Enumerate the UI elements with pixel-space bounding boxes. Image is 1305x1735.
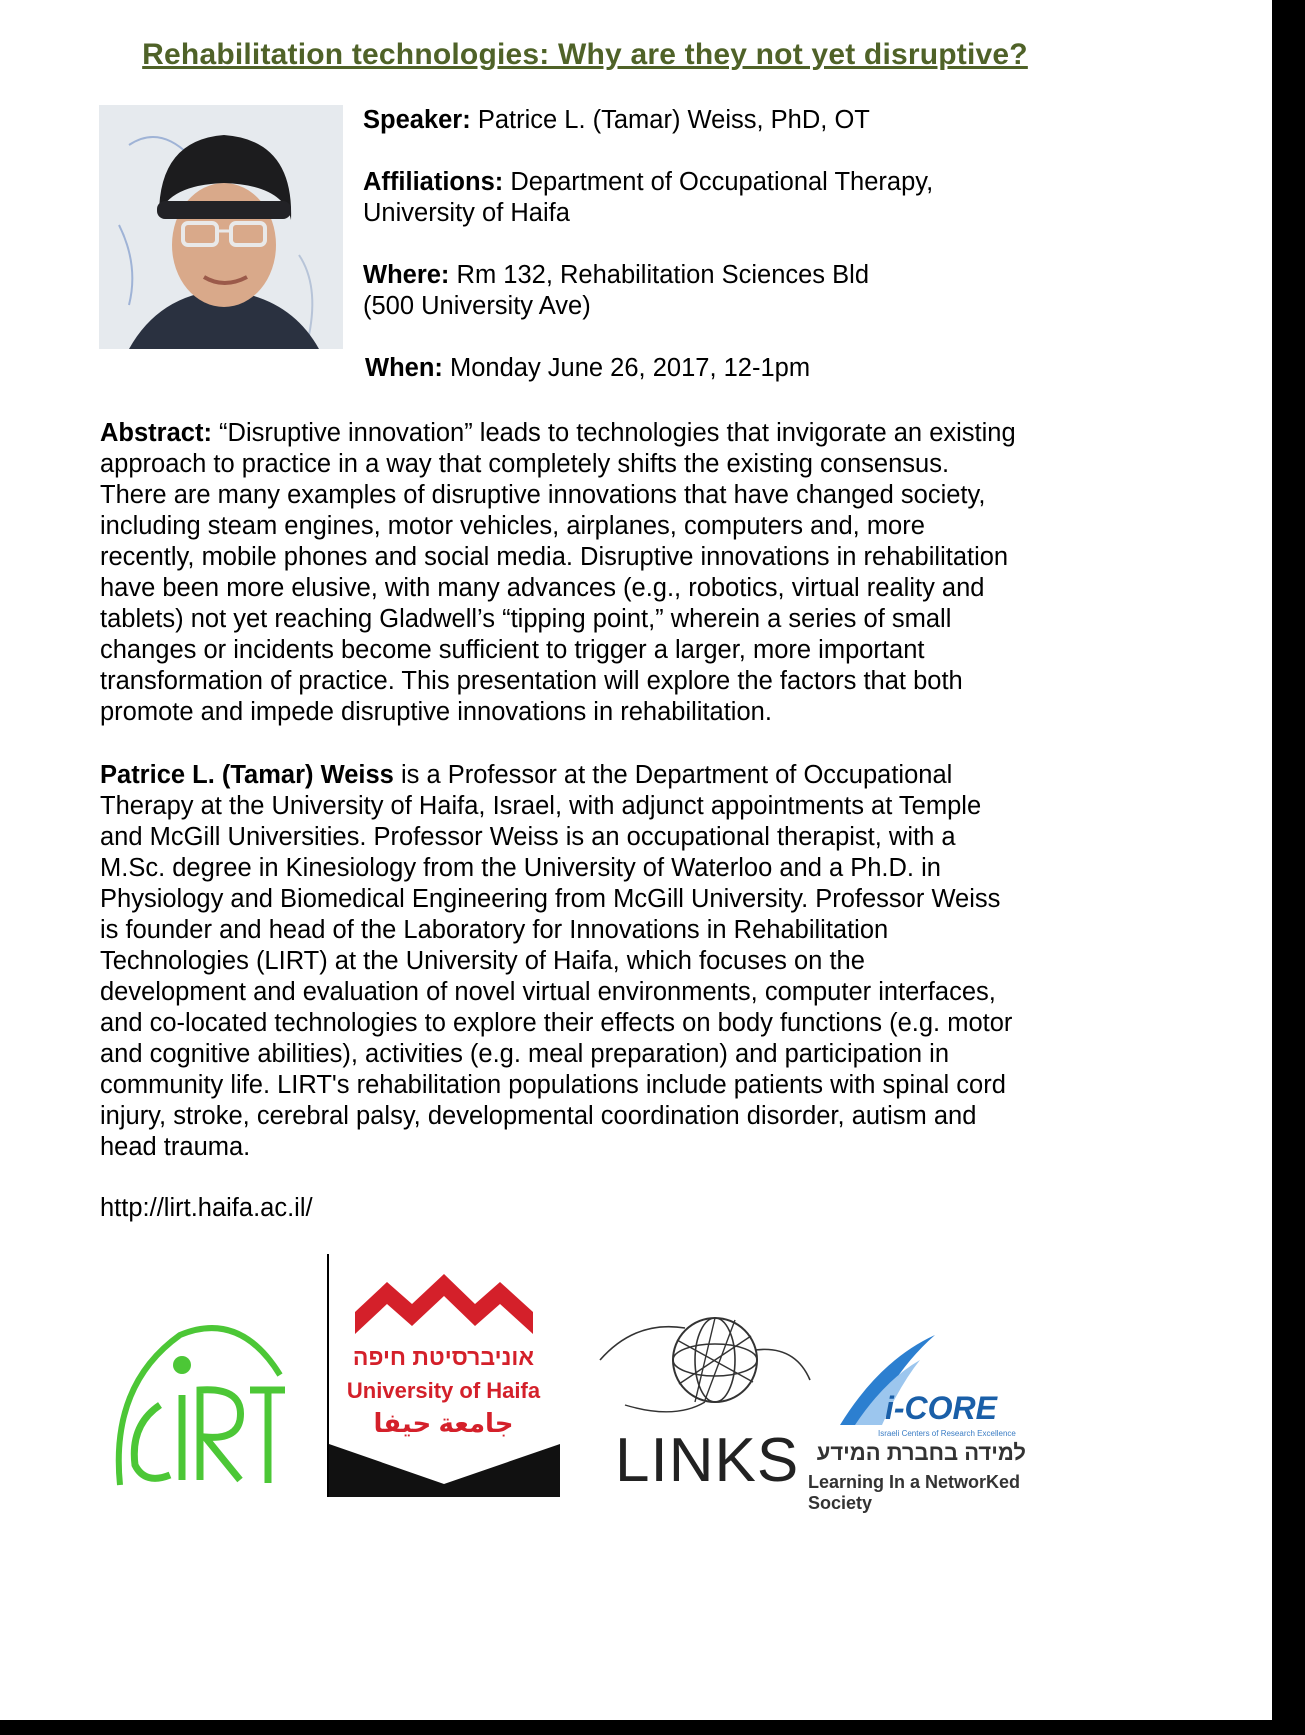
speaker-portrait-image [99,105,343,349]
bio-line: head trauma. [100,1133,251,1161]
lirt-logo [100,1315,290,1490]
abstract-line: have been more elusive, with many advances (e.g., robotics, virtual reality and [100,574,985,602]
i-core-name: i-CORE [885,1390,997,1426]
links-globe-icon [595,1290,815,1430]
bio-name: Patrice L. (Tamar) Weiss [100,761,394,789]
abstract-line: There are many examples of disruptive innovations that have changed society, [100,481,986,509]
i-core-tagline: Israeli Centers of Research Excellence [878,1429,1016,1438]
abstract-line: transformation of practice. This presentation will explore the factors that both [100,667,963,695]
where-line1: Rm 132, Rehabilitation Sciences Bld [456,261,870,289]
when-label: When: [365,354,443,382]
affiliations-line [363,167,933,229]
when-line [365,353,810,384]
speaker-value: Patrice L. (Tamar) Weiss, PhD, OT [477,106,870,134]
bio-line: and co-located technologies to explore their effects on body functions (e.g. motor [100,1009,1013,1037]
where-label: Where: [363,261,450,289]
bio-line: Technologies (LIRT) at the University of Haifa, which focuses on the [100,947,865,975]
haifa-logo-hebrew: אוניברסיטת חיפה [352,1344,535,1370]
abstract-line: approach to practice in a way that completely shifts the existing consensus. [100,450,950,478]
when-value: Monday June 26, 2017, 12-1pm [450,354,811,382]
haifa-logo-graphic [327,1254,560,1497]
website-link[interactable]: http://lirt.haifa.ac.il/ [100,1194,313,1222]
i-core-hebrew: למידה בחברת המידע [816,1440,1026,1465]
bio-paragraph [100,760,1110,1163]
i-core-logo [800,1330,1070,1513]
abstract-label: Abstract: [100,419,212,447]
abstract-line: “Disruptive innovation” leads to technologies that invigorate an existing [219,419,1016,447]
university-of-haifa-logo [327,1254,560,1497]
bio-line: injury, stroke, cerebral palsy, developmental coordination disorder, autism and [100,1102,977,1130]
links-logo-word: LINKS [615,1426,800,1495]
affiliations-line2: University of Haifa [363,199,570,227]
abstract-paragraph [100,418,1110,728]
bio-line: is a Professor at the Department of Occupational [400,761,953,789]
haifa-logo-arabic: جامعة حيفا [373,1408,514,1438]
page-title: Rehabilitation technologies: Why are they not yet disruptive? [142,38,1028,71]
bio-line: community life. LIRT's rehabilitation populations include patients with spinal cord [100,1071,1006,1099]
abstract-line: tablets) not yet reaching Gladwell’s “tipping point,” wherein a series of small [100,605,952,633]
where-line [363,260,869,322]
bio-line: is founder and head of the Laboratory for Innovations in Rehabilitation [100,916,889,944]
links-logo [595,1290,815,1495]
bio-line: and cognitive abilities), activities (e.g. meal preparation) and participation in [100,1040,950,1068]
bio-line: M.Sc. degree in Kinesiology from the University of Waterloo and a Ph.D. in [100,854,941,882]
speaker-photo [99,105,343,349]
abstract-line: including steam engines, motor vehicles, airplanes, computers and, more [100,512,925,540]
bio-line: Physiology and Biomedical Engineering from McGill University. Professor Weiss [100,885,1001,913]
lirt-logo-mark [100,1315,290,1490]
abstract-line: promote and impede disruptive innovations in rehabilitation. [100,698,772,726]
abstract-line: recently, mobile phones and social media. Disruptive innovations in rehabilitation [100,543,1009,571]
i-core-english: Learning In a NetworKed Society [808,1472,1021,1513]
haifa-logo-english: University of Haifa [346,1378,541,1403]
speaker-label: Speaker: [363,106,471,134]
where-line2: (500 University Ave) [363,292,591,320]
bio-line: and McGill Universities. Professor Weiss is an occupational therapist, with a [100,823,956,851]
bio-line: development and evaluation of novel virtual environments, computer interfaces, [100,978,996,1006]
speaker-line [363,105,870,136]
bio-line: Therapy at the University of Haifa, Israel, with adjunct appointments at Temple [100,792,982,820]
affiliations-label: Affiliations: [363,168,504,196]
abstract-line: changes or incidents become sufficient to trigger a larger, more important [100,636,925,664]
affiliations-line1: Department of Occupational Therapy, [510,168,934,196]
